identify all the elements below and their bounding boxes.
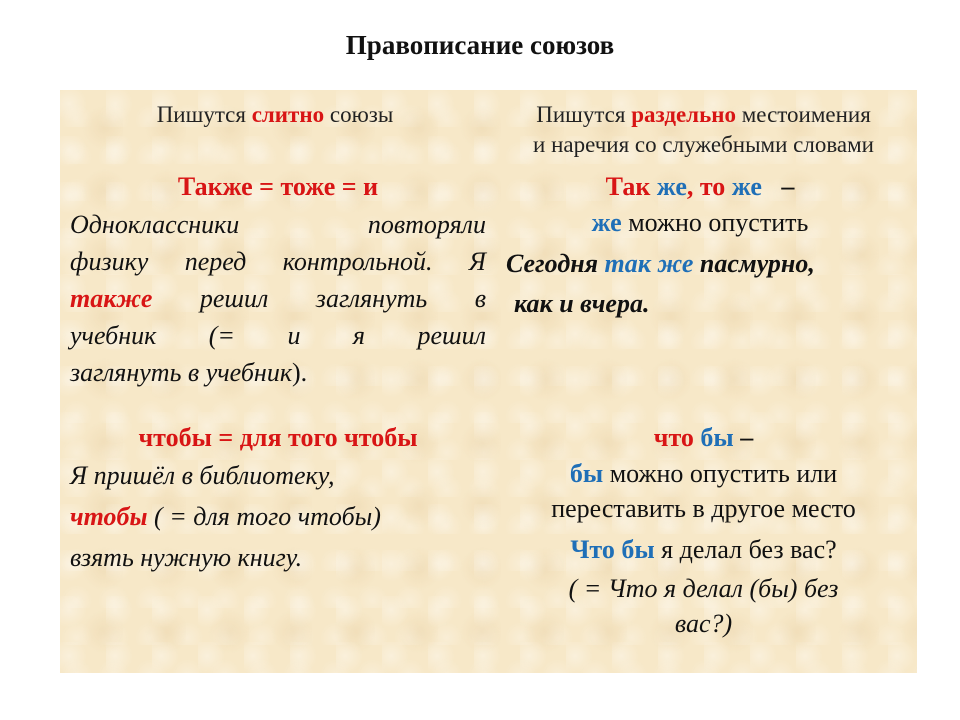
example-highlight-takzhe: также: [70, 284, 153, 313]
rule-chtoby: чтобы = для того чтобы: [138, 423, 418, 452]
header-left-highlight: слитно: [251, 102, 325, 127]
header-right-suffix: местоимения: [735, 102, 871, 127]
row2-left-cell: [70, 423, 486, 578]
row2-right-cell: [490, 423, 917, 640]
row1-right-cell: [500, 172, 900, 324]
rule-takzhe: Также = тоже = и: [177, 172, 379, 201]
paraphrase-line-2: вас?): [674, 609, 733, 638]
example2-line-1: Я пришёл в библиотеку,: [70, 461, 335, 490]
example-tak-zhe-1: Сегодня так же пасмурно,: [506, 249, 815, 278]
header-right-line2: и наречия со служебными словами: [533, 132, 874, 157]
example-tak-zhe-2: как и вчера.: [514, 289, 650, 318]
example-chto-by: Что бы я делал без вас?: [570, 535, 837, 564]
paraphrase-line-1: ( = Что я делал (бы) без: [568, 574, 839, 603]
row1-left-cell: [70, 172, 486, 391]
example-line-3: также решил заглянуть в: [70, 284, 486, 313]
example-line-1: Одноклассники повторяли: [70, 210, 486, 239]
example-line-4: учебник (= и я решил: [70, 321, 486, 350]
example2-line-2: чтобы ( = для того чтобы): [70, 502, 381, 531]
header-right: [490, 100, 917, 160]
header-left-suffix: союзы: [324, 102, 394, 127]
header-left-prefix: Пишутся: [156, 102, 252, 127]
example2-line-3: взять нужную книгу.: [70, 543, 303, 572]
page-title: Правописание союзов: [345, 30, 615, 60]
example-line-2: физику перед контрольной. Я: [70, 247, 486, 276]
header-right-prefix: Пишутся: [536, 102, 632, 127]
rules-table: [60, 90, 917, 673]
header-left: [60, 100, 490, 130]
note-zhe: же можно опустить: [591, 208, 809, 237]
example-line-5: заглянуть в учебник).: [70, 358, 308, 387]
rule-chto-by: что бы –: [653, 423, 754, 452]
note-by-2: переставить в другое место: [551, 494, 856, 523]
header-right-highlight: раздельно: [631, 102, 736, 127]
note-by-1: бы можно опустить или: [569, 459, 838, 488]
example-highlight-chtoby: чтобы: [70, 502, 148, 531]
rule-tak-zhe: Так же, то же –: [605, 172, 795, 201]
